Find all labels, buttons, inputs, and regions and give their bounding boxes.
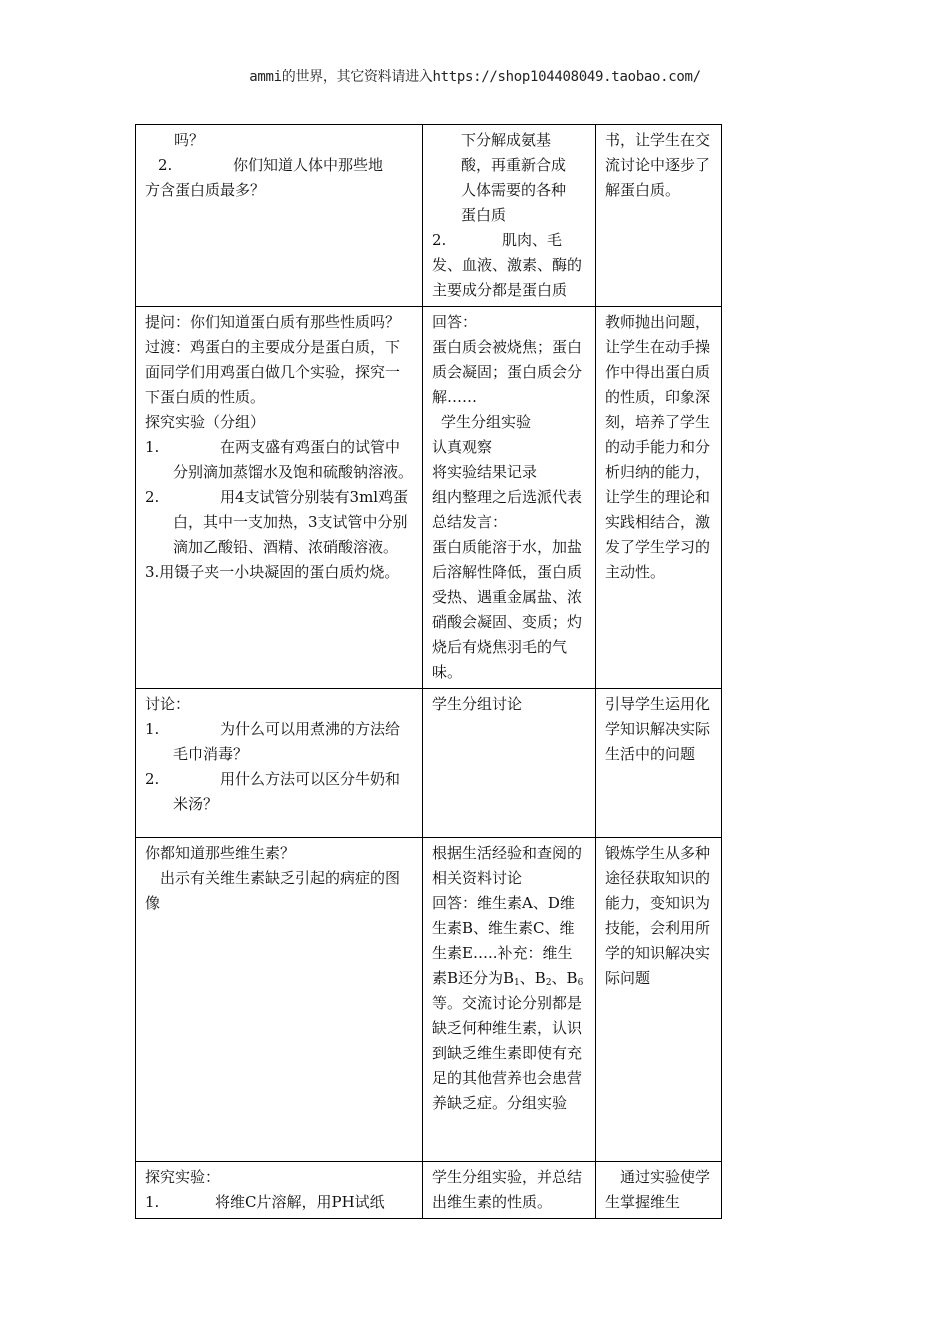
- student-text: 学生分组实验: [441, 413, 532, 431]
- student-paragraph: [432, 891, 587, 1116]
- item-number: 2.: [145, 770, 160, 788]
- item-number: 1.: [145, 1193, 160, 1211]
- student-text: 学生分组实验，并总结出维生素的性质。: [432, 1168, 583, 1211]
- teacher-text: 3.用镊子夹一小块凝固的蛋白质灼烧。: [145, 563, 400, 581]
- student-activity-cell: [423, 1162, 596, 1219]
- student-text: 将实验结果记录: [432, 463, 538, 481]
- teacher-text: 出示有关维生素缺乏引起的病症的图像: [145, 869, 401, 912]
- subscript: 2: [545, 978, 552, 988]
- teacher-text: 在两支盛有鸡蛋白的试管中分别滴加蒸馏水及饱和硫酸钠溶液。: [173, 438, 414, 481]
- teacher-activity-cell: [136, 125, 423, 307]
- teacher-activity-cell: [136, 307, 423, 689]
- design-intent-cell: [596, 125, 722, 307]
- student-text: 肌肉、毛: [502, 231, 563, 249]
- student-activity-cell: [423, 125, 596, 307]
- student-text: 蛋白质: [461, 206, 507, 224]
- teacher-activity-cell: [136, 689, 423, 838]
- student-text: 人体需要的各种: [461, 181, 567, 199]
- item-number: 2.: [158, 156, 173, 174]
- teacher-text: 探究实验（分组）: [145, 413, 266, 431]
- student-text: 发、血液、激素、酶的主要成分都是蛋白质: [432, 256, 583, 299]
- intent-text: 锻炼学生从多种途径获取知识的能力，变知识为技能，会利用所学的知识解决实际问题: [605, 844, 711, 987]
- page-header: ammi的世界，其它资料请进入https://shop104408049.taobao.com/: [249, 69, 701, 85]
- teacher-text: 过渡：鸡蛋白的主要成分是蛋白质，下面同学们用鸡蛋白做几个实验，探究一下蛋白质的性质。: [145, 338, 401, 406]
- student-text: 根据生活经验和查阅的相关资料讨论: [432, 844, 583, 887]
- item-number: 1.: [145, 720, 160, 738]
- teacher-text: 探究实验：: [145, 1168, 221, 1186]
- item-number: 1.: [145, 438, 160, 456]
- student-text: 组内整理之后选派代表总结发言：: [432, 488, 583, 531]
- student-activity-cell: [423, 307, 596, 689]
- teacher-text: 提问：你们知道蛋白质有那些性质吗？: [145, 313, 401, 331]
- student-text: 认真观察: [432, 438, 493, 456]
- table-row: [136, 1162, 722, 1219]
- student-text: 蛋白质能溶于水，加盐后溶解性降低，蛋白质受热、遇重金属盐、浓硝酸会凝固、变质；灼烧后有烧焦羽毛的气味。: [432, 538, 583, 681]
- design-intent-cell: [596, 838, 722, 1162]
- design-intent-cell: [596, 307, 722, 689]
- teacher-text: 方含蛋白质最多？: [145, 181, 266, 199]
- intent-text: 引导学生运用化学知识解决实际生活中的问题: [605, 695, 711, 763]
- subscript: 6: [577, 978, 584, 988]
- teacher-text: 你都知道那些维生素？: [145, 844, 296, 862]
- teacher-text: 吗？: [174, 131, 205, 149]
- teacher-activity-cell: [136, 838, 423, 1162]
- design-intent-cell: [596, 689, 722, 838]
- design-intent-cell: [596, 1162, 722, 1219]
- table-row: [136, 125, 722, 307]
- teacher-text: 用什么方法可以区分牛奶和米汤？: [173, 770, 401, 813]
- student-text: 、B: [519, 969, 546, 987]
- student-activity-cell: [423, 689, 596, 838]
- lesson-plan-table: [135, 124, 722, 1219]
- teacher-text: 将维C片溶解，用PH试纸: [215, 1193, 385, 1211]
- student-text: 酸，再重新合成: [461, 156, 567, 174]
- item-number: 2.: [145, 488, 160, 506]
- student-text: 学生分组讨论: [432, 695, 523, 713]
- table-row: [136, 307, 722, 689]
- item-number: 2.: [432, 231, 447, 249]
- table-row: [136, 838, 722, 1162]
- teacher-text: 讨论：: [145, 695, 191, 713]
- intent-text: 通过实验使学生掌握维生: [605, 1168, 711, 1211]
- teacher-text: 为什么可以用煮沸的方法给毛巾消毒？: [173, 720, 401, 763]
- student-text: 下分解成氨基: [461, 131, 552, 149]
- student-text: 回答：: [432, 313, 478, 331]
- teacher-text: 用4支试管分别装有3ml鸡蛋白，其中一支加热，3支试管中分别滴加乙酸铅、酒精、浓硝酸溶液。: [173, 488, 409, 556]
- student-text: 、B: [551, 969, 578, 987]
- teacher-activity-cell: [136, 1162, 423, 1219]
- student-text: 等。交流讨论分别都是缺乏何种维生素，认识到缺乏维生素即使有充足的其他营养也会患营养缺乏症。分组实验: [432, 994, 583, 1112]
- intent-text: 书，让学生在交流讨论中逐步了解蛋白质。: [605, 131, 711, 199]
- teacher-text: 你们知道人体中那些地: [233, 156, 384, 174]
- student-text: 蛋白质会被烧焦；蛋白质会凝固；蛋白质会分解……: [432, 338, 583, 406]
- student-activity-cell: [423, 838, 596, 1162]
- intent-text: 教师抛出问题，让学生在动手操作中得出蛋白质的性质，印象深刻，培养了学生的动手能力和分析归纳的能力，让学生的理论和实践相结合，激发了学生学习的主动性。: [605, 313, 711, 581]
- subscript: 1: [514, 978, 520, 988]
- student-text: 回答：维生素A、D维生素B、维生素C、维生素E…..补充：维生素B还分为B: [432, 894, 575, 987]
- table-row: [136, 689, 722, 838]
